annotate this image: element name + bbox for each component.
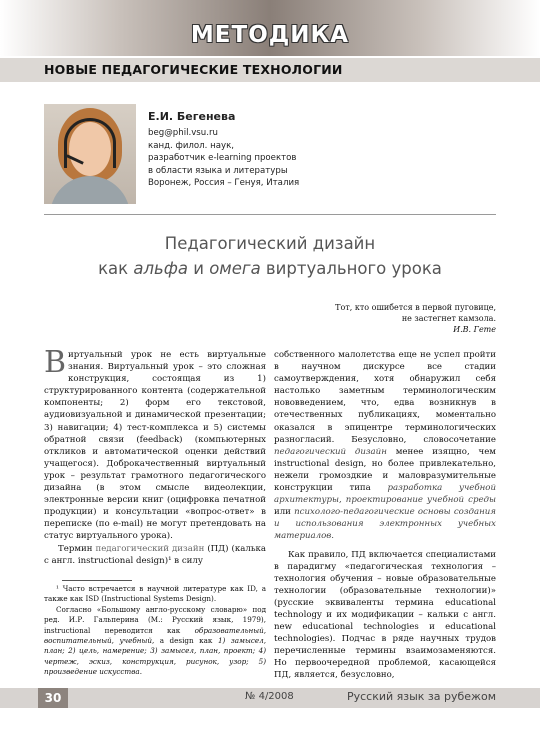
body-column-left [44,345,266,567]
paragraph-text: собственного малолетства еще не успел пройти в научном дискурсе все стадии самоутверждения, хотя обнаружил себя настолько заметным терминологическим нововведением, что, едва возникнув в отечественных публикациях, моментально оказался в эпицентре терминологических разногласий. Безусловно, словосочетание [274,350,496,445]
footnote: ¹ Часто встречается в научной литературе как ID, а также как ISD (Instructional Systems Design). [44,584,266,604]
title-text: виртуального урока [260,259,442,278]
section-title: МЕТОДИКА [190,22,350,48]
article-title-line1: Педагогический дизайн [164,234,376,253]
journal-name: Русский язык за рубежом [346,690,496,703]
term-italic: разработка учебной архитектуры, проектирование учебной среды [274,483,496,506]
epigraph-line: Тот, кто ошибется в первой пуговице, [335,303,496,312]
title-text: и [187,259,210,278]
rubric-heading: НОВЫЕ ПЕДАГОГИЧЕСКИЕ ТЕХНОЛОГИИ [44,62,343,77]
paragraph-text: или [274,507,295,518]
title-alpha: альфа [133,259,188,278]
footnote-text: , а design как [151,636,218,646]
paragraph-text: иртуальный урок не есть виртуальные знания. Виртуальный урок – это сложная конструкция, состоящая из 1) структурированного контента (содержательной компоненты; 2) форм его текстовой, аудиовизуальной и динамической презентации; 3) навигации; 4) тест-комплекса и 5) системы обратной связи (feedback) (компьютерных откликов и автоматической оценки действий учащегося). Доброкачественный виртуальный урок – результат грамотного педагогического дизайна (в этом смысле видеолекции, электронные версии книг (оцифровка печатной продукции) и консультации «вопрос-ответ» в переписке (по e-mail) не могут претендовать на статус виртуального урока). [44,350,266,542]
author-line: разработчик e-learning проектов [148,153,297,163]
footnote-italic: образовательный, воспитательный, учебный [44,625,266,646]
issue-number: № 4/2008 [245,691,294,702]
title-omega: омега [209,259,261,278]
author-line: в области языка и литературы [148,165,288,176]
paragraph-text: менее изящно, чем instructional design, но более привлекательно, нежели громоздкие и маловразумительные конструкции типа [274,446,496,494]
paragraph [44,345,266,543]
author-line: Воронеж, Россия – Генуя, Италия [148,178,300,188]
epigraph-author: И.В. Гете [453,325,496,334]
paragraph [274,349,496,543]
author-line: канд. филол. наук, [148,140,235,151]
footnote-text: Согласно «Большому англо-русскому словарю» под ред. И.Р. Гальперина (М.: Русский язык, 1979), instructional переводится как [44,604,266,635]
paragraph: Как правило, ПД включается специалистами в парадигму «педагогическая технология – технология обучения – новые образовательные технологии (образовательные технологии)» (русские эквиваленты термина educational technology и их модификации – кальки с англ. new educational technologies и educational technologies). Подчас в ряде научных трудов перечисленные термины взаимозаменяются. Но первоочередной проблемой, касающейся ПД, является, безусловно, [274,549,496,681]
footnote [44,605,266,678]
term-italic: педагогический дизайн [274,446,387,457]
author-info [148,110,299,190]
footnotes [44,584,266,678]
epigraph-line: не застегнет камзола. [401,314,496,323]
paragraph-text: Термин [58,543,96,554]
photo-shoulders [50,176,130,204]
drop-cap: В [44,345,67,380]
footnote-italic: 1) замысел, план; 2) цель, намерение; 3) замысел, план, проект; 4) чертеж, эскиз, конструкция, рисунок, узор; 5) произведение искусства. [44,636,266,677]
title-text: как [98,259,134,278]
body-column-right [274,349,496,682]
epigraph [335,302,496,335]
author-photo [44,104,136,204]
author-name: Е.И. Бегенева [148,110,236,123]
term-highlight: педагогический дизайн [95,543,205,554]
divider [44,214,496,215]
footnote-rule [62,580,132,581]
headset-icon [64,118,116,168]
page-number: 30 [38,688,68,708]
term-italic: психолого-педагогические основы создания и использования электронных учебных материалов. [274,507,496,542]
article-title-line2 [0,259,540,278]
author-email: beg@phil.vsu.ru [148,128,218,138]
paragraph-text: (ПД) (калька с англ. instructional design)¹ в силу [44,543,266,566]
paragraph [44,543,266,567]
